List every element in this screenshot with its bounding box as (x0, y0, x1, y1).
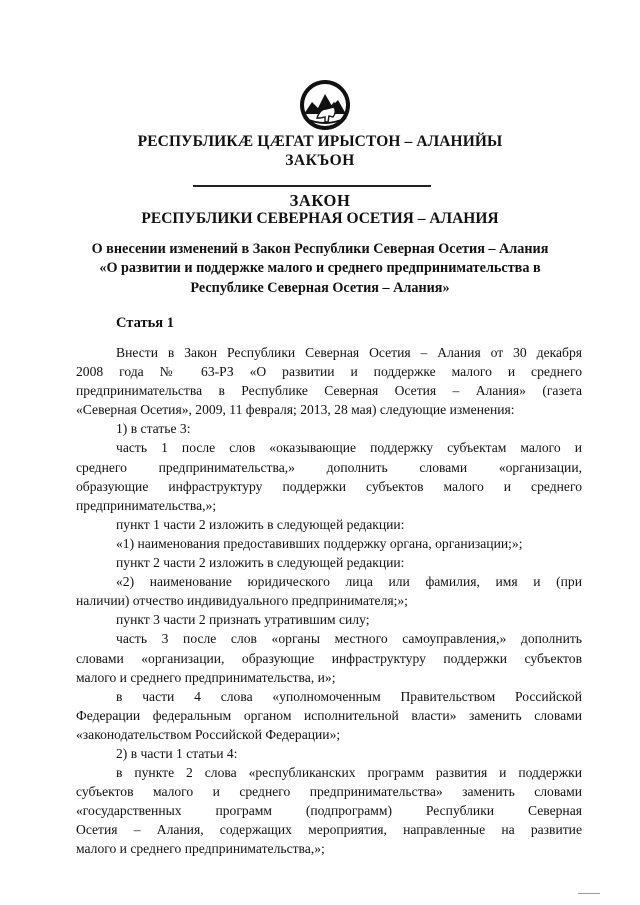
body-line: Осетия – Алания, содержащих мероприятия, направленные на развитие (76, 822, 582, 837)
body-line: Внести в Закон Республики Северная Осетия – Алания от 30 декабря (116, 345, 582, 360)
article-heading: Статья 1 (116, 315, 174, 331)
body-line: 2008 года № 63-РЗ «О развитии и поддержке малого и среднего (76, 364, 582, 379)
body-line: пункт 3 части 2 признать утратившим силу; (116, 612, 370, 627)
body-line: малого и среднего предпринимательства,»; (76, 841, 325, 856)
coat-of-arms-emblem (298, 78, 352, 132)
russian-republic-name: РЕСПУБЛИКИ СЕВЕРНАЯ ОСЕТИЯ – АЛАНИЯ (141, 210, 499, 227)
body-line: образующие инфраструктуру поддержки субъектов малого и среднего (76, 479, 582, 494)
header-divider (193, 185, 431, 187)
body-line: словами «организации, образующие инфраструктуру поддержки субъектов (76, 651, 582, 666)
body-line: Федерации федеральным органом исполнительной власти» заменить словами (76, 708, 582, 723)
body-line: «законодательством Российской Федерации»; (76, 727, 341, 742)
body-line: «Северная Осетия», 2009, 11 февраля; 2013, 28 мая) следующие изменения: (76, 402, 515, 417)
ossetian-republic-name: РЕСПУБЛИКÆ ЦÆГАТ ИРЫСТОН – АЛАНИЙЫ (137, 133, 503, 150)
body-line: пункт 1 части 2 изложить в следующей редакции: (116, 517, 405, 532)
body-line: 2) в части 1 статьи 4: (116, 746, 238, 761)
body-line: «1) наименования предоставивших поддержку органа, организации;»; (116, 536, 523, 551)
body-line: предпринимательства,»; (76, 498, 217, 513)
body-line: в пункте 2 слова «республиканских программ развития и поддержки (116, 765, 582, 780)
body-line: предпринимательства в Республике Северная Осетия – Алания» (газета (76, 383, 582, 398)
body-line: часть 3 после слов «органы местного самоуправления,» дополнить (116, 631, 582, 646)
body-line: часть 1 после слов «оказывающие поддержку субъектам малого и (116, 440, 582, 455)
body-line: «2) наименование юридического лица или фамилия, имя и (при (116, 574, 582, 589)
body-line: пункт 2 части 2 изложить в следующей редакции: (116, 555, 405, 570)
body-line: среднего предпринимательства,» дополнить словами «организации, (76, 460, 582, 475)
body-line: «государственных программ (подпрограмм) Республики Северная (76, 803, 582, 818)
ossetian-law-word: ЗАКЪОН (285, 152, 355, 169)
law-title-line-1: О внесении изменений в Закон Республики Северная Осетия – Алания (91, 241, 549, 257)
body-line: в части 4 слова «уполномоченным Правительством Российской (116, 689, 582, 704)
body-line: 1) в статье 3: (116, 421, 191, 436)
body-line: наличии) отчество индивидуального предпринимателя;»; (76, 593, 408, 608)
law-title-line-3: Республике Северная Осетия – Алания» (190, 280, 450, 296)
law-title-line-2: «О развитии и поддержке малого и среднего предпринимательства в (99, 260, 541, 276)
russian-law-word: ЗАКОН (289, 191, 351, 210)
body-line: субъектов малого и среднего предпринимательства» заменить словами (76, 784, 582, 799)
page-edge-mark (578, 893, 600, 894)
body-line: малого и среднего предпринимательства, и»; (76, 670, 336, 685)
